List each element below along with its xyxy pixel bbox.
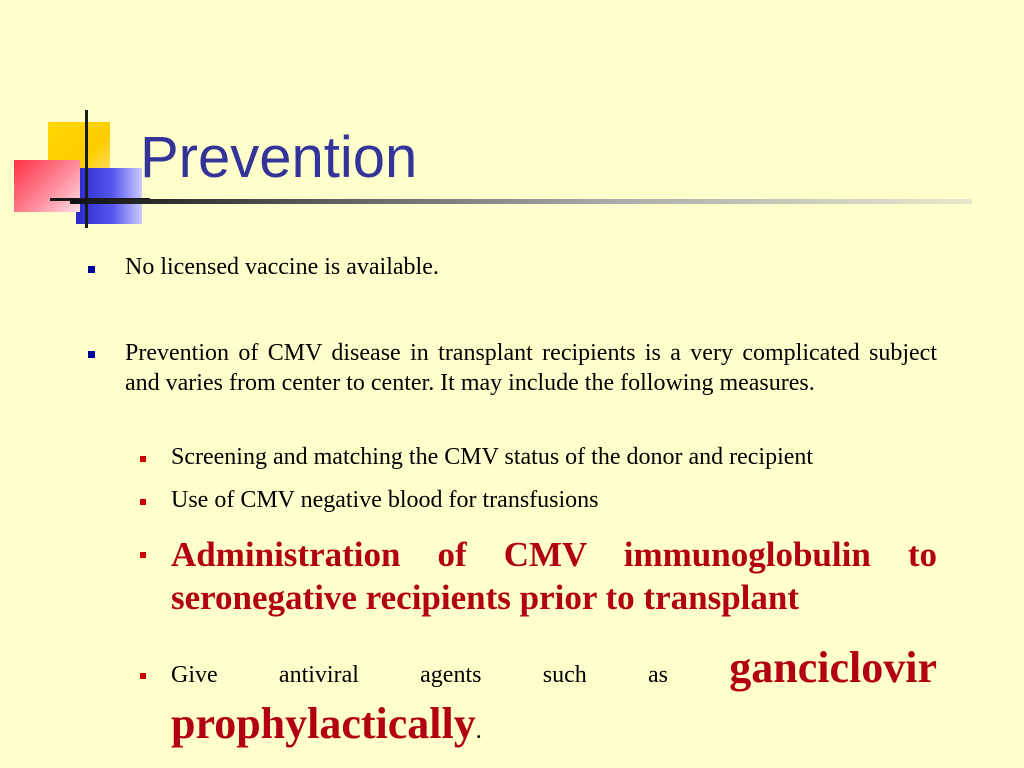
antiviral-line-2 [171, 696, 937, 759]
drug-name-ganciclovir: ganciclovir [729, 643, 937, 692]
sub-bullet-text-screening: Screening and matching the CMV status of the donor and recipient [171, 444, 814, 470]
antiviral-word: such [542, 662, 587, 688]
antiviral-word: as [648, 662, 668, 688]
bullet-marker [88, 266, 95, 273]
bullet-marker [88, 351, 95, 358]
logo-vertical-line [85, 110, 88, 228]
decorative-logo [0, 0, 160, 240]
slide-title: Prevention [140, 125, 418, 190]
sub-bullet-marker [140, 673, 146, 679]
antiviral-word: antiviral [278, 662, 359, 688]
title-underline-rule [70, 199, 972, 204]
bullet-text-prevention-measures: Prevention of CMV disease in transplant recipients is a very complicated subject and varies from center to center. It may include the following measures. [125, 340, 937, 396]
bullet-text-no-vaccine: No licensed vaccine is available. [125, 254, 439, 280]
trailing-period: . [475, 718, 482, 744]
antiviral-word: Give [171, 662, 218, 688]
antiviral-word: agents [420, 662, 482, 688]
sub-bullet-marker [140, 499, 146, 505]
sub-bullet-marker [140, 456, 146, 462]
red-square-shape [14, 160, 80, 212]
mode-prophylactically: prophylactically [171, 699, 476, 748]
antiviral-line [171, 642, 937, 701]
sub-bullet-text-immunoglobulin: Administration of CMV immunoglobulin to seronegative recipients prior to transplant [171, 535, 937, 617]
sub-bullet-text-negative-blood: Use of CMV negative blood for transfusions [171, 487, 599, 513]
sub-bullet-marker [140, 552, 146, 558]
